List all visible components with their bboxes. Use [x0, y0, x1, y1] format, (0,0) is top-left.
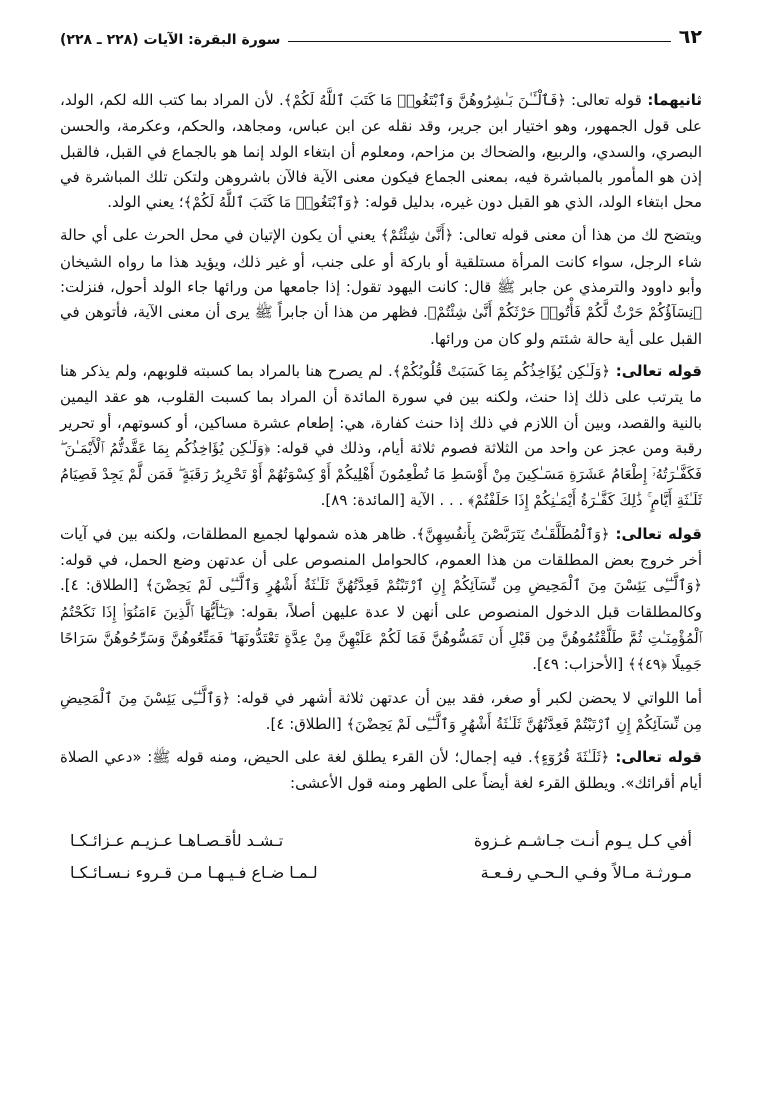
quran-quote: ﴿وَلَـٰكِن يُؤَاخِذُكُم بِمَا عَقَّدتُّمُ ٱلْأَيْمَـٰنَ ۖ فَكَفَّـٰرَتُهُۥٓ إِطْعَامُ عَشَرَةِ مَسَـٰكِينَ مِنْ أَوْسَطِ مَا تُطْعِمُونَ أَهْلِيكُمْ أَوْ كِسْوَتُهُمْ أَوْ تَحْرِيرُ رَقَبَةٍ ۖ فَمَن لَّمْ يَجِدْ فَصِيَامُ ثَلَـٰثَةِ أَيَّامٍ ۚ ذَٰلِكَ كَفَّـٰرَةُ أَيْمَـٰنِكُمْ إِذَا حَلَفْتُمْ﴾: [60, 440, 702, 510]
paragraph-text: [الطلاق: ٤].: [265, 714, 347, 733]
verse-line: [60, 825, 702, 857]
poetry-verses: [60, 825, 702, 889]
running-title: سورة البقرة: الآيات (٢٢٨ ـ ٢٢٨): [60, 32, 281, 48]
paragraph-text: ويتضح لك من هذا أن معنى قوله تعالى:: [453, 226, 703, 245]
quran-quote: ﴿ثَلَـٰثَةَ قُرُوٓءٍ﴾: [532, 750, 610, 767]
quran-quote: ﴿نِسَآؤُكُمْ حَرْثٌ لَّكُمْ فَأْتُوا۟ حَرْثَكُمْ أَنَّىٰ شِئْتُمْ﴾: [427, 305, 702, 322]
paragraph-text: . لم يصرح هنا بالمراد بما كسبته قلوبهم، ولم يذكر هنا ما يترتب على ذلك إذا حنث، ولكنه بين في سورة المائدة أن المراد بما كسبت القلوب، هو عقد اليمين بالنية والقصد، وبين أن اللازم في ذلك إذا حنث كفارة، هي: إطعام عشرة مساكين، أو كسوتهم، أو تحرير رقبة ومن عجز عن واحد من الثلاثة فصوم ثلاثة أيام، وذلك في قوله:: [60, 361, 703, 457]
paragraph: [60, 223, 702, 351]
paragraph: [60, 686, 702, 739]
paragraph-text: أما اللواتي لا يحضن لكبر أو صغر، فقد بين أن عدتهن ثلاثة أشهر في قوله:: [230, 688, 702, 707]
paragraph-text: . فظهر من هذا أن جابراً ﷺ يرى أن معنى الآية، فأتوهن في القبل على أية حالة شئتم ولو كان من ورائها.: [60, 303, 702, 348]
quran-quote: ﴿وَٱبْتَغُوا۟ مَا كَتَبَ ٱللَّهُ لَكُمْ﴾: [183, 195, 361, 212]
paragraph-text: . فيه إجمال؛ لأن القرء يطلق لغة على الحيض، ومنه قوله ﷺ: «دعي الصلاة أيام أقرائك». ويطلق القرء لغة أيضاً على الطهر ومنه قول الأعشى:: [60, 748, 702, 793]
paragraph-text: [الأحزاب: ٤٩].: [532, 655, 629, 674]
verse-first-hemistich: أفي كـل يـوم أنـت جـاشـم غـزوة: [473, 830, 692, 850]
paragraph-text: ؛ يعني الولد.: [107, 193, 184, 212]
quran-quote: ﴿أَنَّىٰ شِئْتُمْ﴾: [380, 228, 454, 245]
paragraph-lead: قوله تعالى:: [609, 524, 702, 543]
quran-quote: ﴿وَٱلْمُطَلَّقَـٰتُ يَتَرَبَّصْنَ بِأَنفُسِهِنَّ﴾: [416, 526, 610, 543]
paragraph-text: قوله تعالى:: [565, 91, 642, 109]
paragraph-lead: ثانيهما:: [641, 91, 702, 109]
paragraph-text: . . . الآية [المائدة: ٨٩].: [320, 491, 469, 510]
quran-quote: ﴿يَـٰٓأَيُّهَا ٱلَّذِينَ ءَامَنُوٓا۟ إِذَا نَكَحْتُمُ ٱلْمُؤْمِنَـٰتِ ثُمَّ طَلَّقْتُمُوهُنَّ مِن قَبْلِ أَن تَمَسُّوهُنَّ فَمَا لَكُمْ عَلَيْهِنَّ مِنْ عِدَّةٍ تَعْتَدُّونَهَا ۖ فَمَتِّعُوهُنَّ وَسَرِّحُوهُنَّ سَرَاحًا جَمِيلًا ﴿٤٩﴾﴾: [60, 604, 702, 674]
paragraph-text: . ظاهر هذه شمولها لجميع المطلقات، ولكنه بين في آيات أخر خروج بعض المطلقات من هذا العموم، كالحوامل المنصوص على أن عدتهن وضع الحمل، في قوله:: [60, 524, 702, 570]
paragraph: [60, 522, 702, 679]
verse-second-hemistich: لـمـا ضـاع فـيـهـا مـن قـروء نـسـائـكـا: [70, 862, 318, 882]
page-body: [60, 88, 702, 797]
paragraph-lead: قوله تعالى:: [609, 361, 703, 380]
verse-second-hemistich: تـشـد لأقـصـاهـا عـزيـم عـزائـكـا: [70, 830, 284, 850]
page-number: ٦٢: [678, 26, 702, 48]
page-header: [60, 26, 702, 48]
verse-first-hemistich: مـورثـة مـالاً وفـي الـحـي رفـعـة: [480, 862, 692, 882]
quran-quote: ﴿فَٱلْـَٔـٰنَ بَـٰشِرُوهُنَّ وَٱبْتَغُوا۟ مَا كَتَبَ ٱللَّهُ لَكُمْ﴾: [283, 93, 566, 109]
verse-line: [60, 857, 702, 889]
paragraph-text: يعني أن يكون الإتيان في محل الحرث على أي حالة شاء الرجل، سواء كانت المرأة مستلقية أو باركة أو على جنب، أو غير ذلك، ويؤيد هذا ما رواه الشيخان وأبو داوود والترمذي عن جابر ﷺ قال: كانت اليهود تقول: إذا جامعها من ورائها جاء الولد أحول، فنزلت:: [60, 226, 702, 297]
paragraph: [60, 359, 702, 515]
paragraph: [60, 745, 702, 797]
paragraph-text: . لأن المراد بما كتب الله لكم، الولد، على قول الجمهور، وهو اختيار ابن جرير، وقد نقله عن ابن عباس، ومجاهد، والحكم، وعكرمة، والحسن البصري، والسدي، والربيع، والضحاك بن مزاحم، ومعلوم أن ابتغاء الولد إنما هو بالجماع في القبل، فالقبل إذن هو المأمور بالمباشرة فيه، بمعنى الجماع فيكون معنى الآية فالآن باشروهن ولتكن تلك المباشرة في محل ابتغاء الولد، الذي هو القبل دون غيره، بدليل قوله:: [60, 91, 702, 212]
quran-quote: ﴿وَٱلَّـٰٓـِٔى يَئِسْنَ مِنَ ٱلْمَحِيضِ مِن نِّسَآئِكُمْ إِنِ ٱرْتَبْتُمْ فَعِدَّتُهُنَّ ثَلَـٰثَةُ أَشْهُرٍ وَٱلَّـٰٓـِٔى لَمْ يَحِضْنَ﴾: [60, 690, 702, 733]
quran-quote: ﴿وَٱلَّـٰٓـِٔى يَئِسْنَ مِنَ ٱلْمَحِيضِ مِن نِّسَآئِكُمْ إِنِ ٱرْتَبْتُمْ فَعِدَّتُهُنَّ ثَلَـٰثَةُ أَشْهُرٍ وَٱلَّـٰٓـِٔى لَمْ يَحِضْنَ﴾: [145, 578, 702, 595]
header-rule: [288, 41, 670, 42]
paragraph-lead: قوله تعالى:: [609, 748, 702, 767]
paragraph: [60, 88, 702, 216]
quran-quote: ﴿وَلَـٰكِن يُؤَاخِذُكُم بِمَا كَسَبَتْ قُلُوبُكُمْ﴾: [392, 363, 610, 380]
paragraph-text: [الطلاق: ٤]. وكالمطلقات قبل الدخول المنصوص على أنهن لا عدة عليهن أصلاً، بقوله:: [60, 576, 702, 621]
